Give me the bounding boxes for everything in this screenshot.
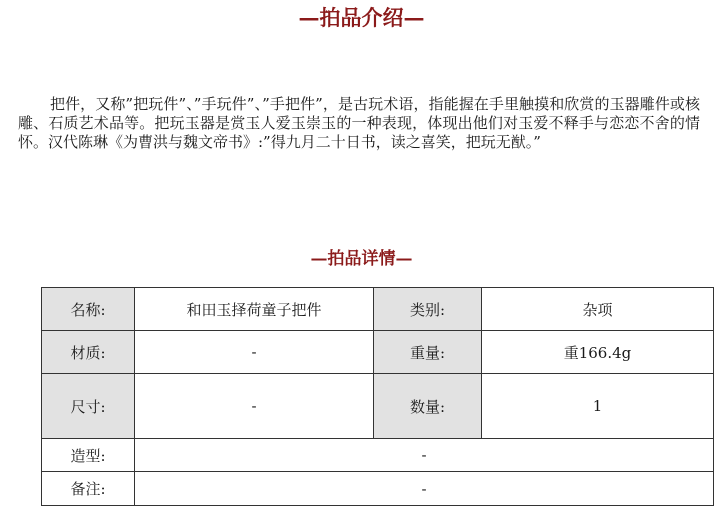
intro-title: —拍品介绍— — [298, 5, 425, 30]
table-row — [42, 472, 714, 506]
details-table — [41, 287, 714, 506]
weight-label: 重量: — [374, 331, 482, 374]
table-row — [42, 374, 714, 439]
intro-text: 把件，又称”把玩件”、”手玩件”、”手把件”，是古玩术语，指能握在手里触摸和欣赏的玉器雕件或核雕、石质艺术品等。把玩玉器是赏玉人爱玉崇玉的一种表现，体现出他们对玉爱不释手与恋恋不舍的情怀。汉代陈琳《为曹洪与魏文帝书》:”得九月二十日书，读之喜笑，把玩无猷。” — [18, 95, 700, 151]
name-value: 和田玉择荷童子把件 — [135, 288, 374, 331]
remarks-value: - — [135, 472, 714, 506]
material-label: 材质: — [42, 331, 135, 374]
category-value: 杂项 — [482, 288, 714, 331]
size-label: 尺寸: — [42, 374, 135, 439]
weight-value: 重166.4g — [482, 331, 714, 374]
remarks-label: 备注: — [42, 472, 135, 506]
name-label: 名称: — [42, 288, 135, 331]
shape-label: 造型: — [42, 439, 135, 472]
material-value: - — [135, 331, 374, 374]
details-title: —拍品详情— — [310, 249, 413, 269]
table-row — [42, 288, 714, 331]
quantity-value: 1 — [482, 374, 714, 439]
table-row — [42, 439, 714, 472]
quantity-label: 数量: — [374, 374, 482, 439]
category-label: 类别: — [374, 288, 482, 331]
shape-value: - — [135, 439, 714, 472]
size-value: - — [135, 374, 374, 439]
table-row — [42, 331, 714, 374]
